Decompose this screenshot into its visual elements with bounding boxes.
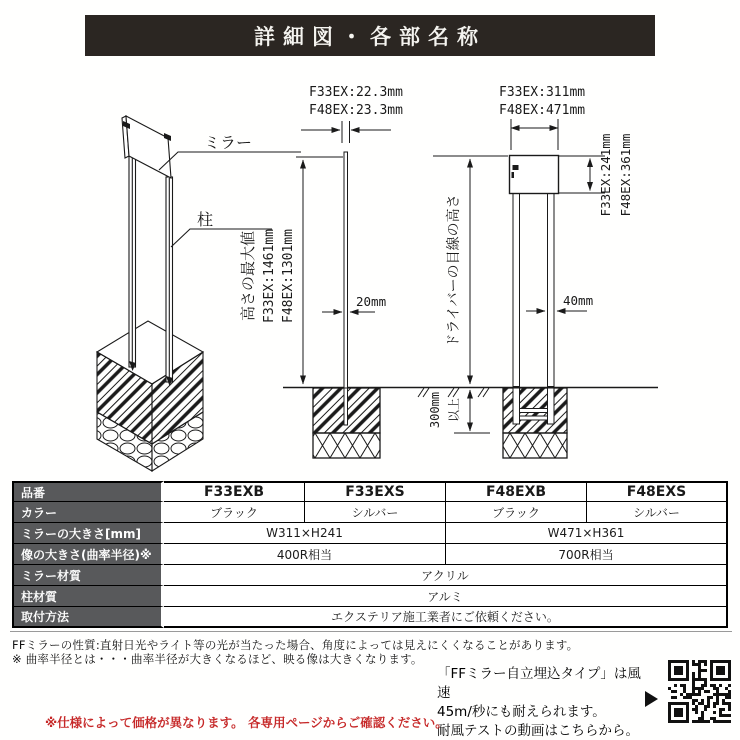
front-post-width: 40mm — [563, 293, 594, 308]
front-embed-depth: 300mm — [428, 391, 442, 429]
mirror-leader-line — [159, 152, 301, 170]
spec-row — [12, 565, 728, 586]
qr-code — [668, 660, 731, 723]
pillar-part-label: 柱 — [197, 210, 214, 229]
side-height-title: 高さの最大値 — [239, 230, 257, 322]
side-thickness-f48: F48EX:23.3mm — [309, 103, 403, 118]
spec-cell: アルミ — [164, 586, 728, 607]
spec-cell: エクステリア施工業者にご依頼ください。 — [164, 607, 728, 628]
side-thickness-f33: F33EX:22.3mm — [309, 85, 403, 100]
spec-row — [12, 481, 728, 502]
side-post — [344, 152, 348, 388]
front-width-f33: F33EX:311mm — [499, 85, 586, 100]
spec-cell: W471×H361 — [446, 523, 728, 544]
spec-cell: F48EXS — [587, 481, 728, 502]
spec-cell: シルバー — [587, 502, 728, 523]
spec-row — [12, 523, 728, 544]
spec-cell: F33EXS — [305, 481, 446, 502]
price-note: ※仕様によって価格が異なります。 各専用ページからご確認ください。 — [45, 715, 448, 730]
spec-row — [12, 502, 728, 523]
spec-row-label: ミラー材質 — [12, 565, 164, 586]
spec-row — [12, 607, 728, 628]
spec-table — [12, 481, 728, 628]
wind-test-line3: 耐風テストの動画はこちらから。 — [437, 723, 639, 739]
spec-row-label: 柱材質 — [12, 586, 164, 607]
front-width-f48: F48EX:471mm — [499, 103, 586, 118]
spec-cell: アクリル — [164, 565, 728, 586]
spec-cell: F48EXB — [446, 481, 587, 502]
spec-cell: ブラック — [446, 502, 587, 523]
spec-row-label: ミラーの大きさ[mm] — [12, 523, 164, 544]
spec-row-label: 像の大きさ(曲率半径)※ — [12, 544, 164, 565]
side-post-width: 20mm — [356, 294, 387, 309]
spec-row-label: 品番 — [12, 481, 164, 502]
divider-line — [10, 631, 732, 632]
front-mirror-h-f48: F48EX:361mm — [618, 133, 633, 217]
front-mirror — [510, 156, 559, 194]
spec-row — [12, 544, 728, 565]
spec-row-label: 取付方法 — [12, 607, 164, 628]
spec-cell: シルバー — [305, 502, 446, 523]
spec-cell: F33EXB — [164, 481, 305, 502]
spec-cell: ブラック — [164, 502, 305, 523]
pointer-triangle-icon — [645, 691, 658, 707]
spec-cell: W311×H241 — [164, 523, 446, 544]
wind-test-line2: 45m/秒にも耐えられます。 — [437, 704, 606, 720]
spec-cell: 400R相当 — [164, 544, 446, 565]
footnote-property: FFミラーの性質:直射日光やライト等の光が当たった場合、角度によっては見えにくくなることがあります。 — [12, 638, 579, 652]
mirror-part-label: ミラー — [204, 133, 253, 152]
front-mirror-h-f33: F33EX:241mm — [598, 133, 613, 217]
wind-test-line1: 「FFミラー自立埋込タイプ」は風速 — [437, 666, 641, 701]
front-eye-height-label: ドライバーの目線の高さ — [446, 194, 462, 348]
spec-cell: 700R相当 — [446, 544, 728, 565]
footnote-curvature: ※ 曲率半径とは・・・曲率半径が大きくなるほど、映る像は大きくなります。 — [12, 652, 423, 666]
side-height-f48: F48EX:1301mm — [281, 229, 296, 323]
wind-test-blurb — [437, 665, 652, 740]
side-view — [296, 121, 391, 425]
spec-row — [12, 586, 728, 607]
side-height-f33: F33EX:1461mm — [262, 229, 277, 323]
front-embed-min: 以上 — [447, 397, 461, 423]
page-title: 詳細図・各部名称 — [254, 24, 486, 49]
spec-row-label: カラー — [12, 502, 164, 523]
